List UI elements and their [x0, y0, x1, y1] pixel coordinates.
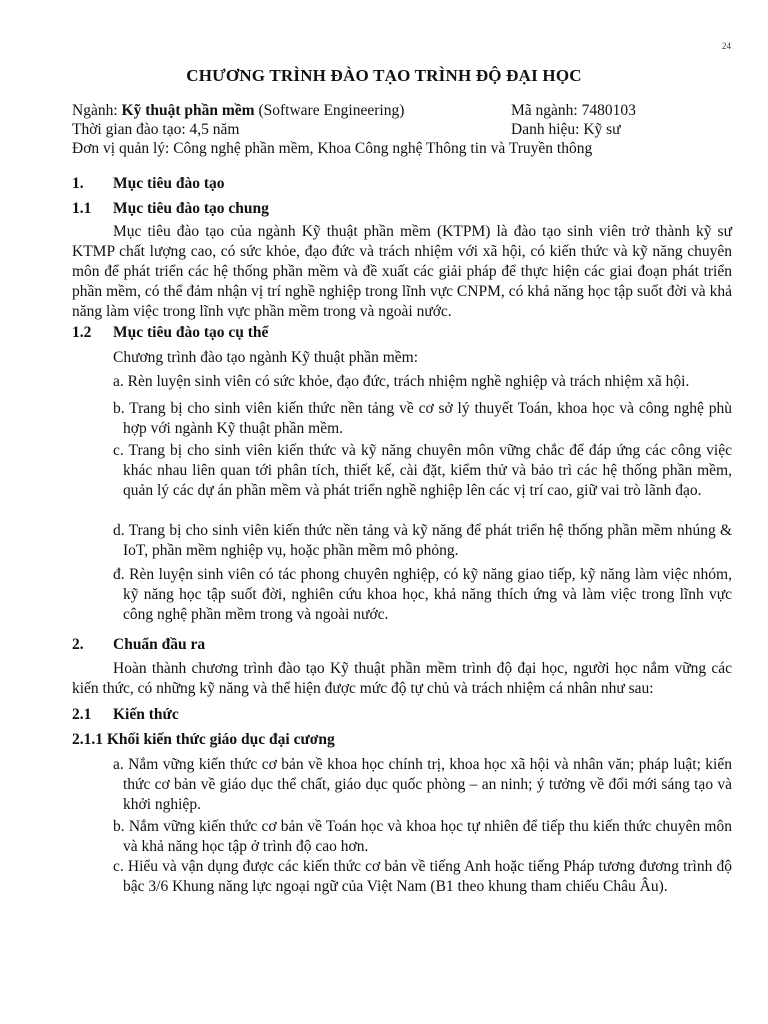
major-code: Mã ngành: 7480103: [511, 102, 636, 119]
document-title: CHƯƠNG TRÌNH ĐÀO TẠO TRÌNH ĐỘ ĐẠI HỌC: [186, 66, 582, 85]
knowledge-item: a. Nắm vững kiến thức cơ bản về khoa học chính trị, khoa học xã hội và nhân văn; pháp luật; kiến thức cơ bản về giáo dục thể chất, giáo dục quốc phòng – an ninh; ý tưởng về đổi mới sáng tạo và khởi nghiệp.: [113, 756, 732, 813]
major-english: (Software Engineering): [254, 102, 405, 119]
major-name: Kỹ thuật phần mềm: [121, 102, 255, 119]
knowledge-item: b. Nắm vững kiến thức cơ bản về Toán học và khoa học tự nhiên để tiếp thu kiến thức chuyên môn và khả năng học tập ở trình độ cao hơn.: [113, 818, 732, 855]
degree-title: Danh hiệu: Kỹ sư: [511, 121, 621, 138]
meta-major-row: [72, 101, 712, 120]
meta-duration-row: [72, 120, 712, 139]
section-1-1-heading: [72, 200, 269, 218]
objective-item: c. Trang bị cho sinh viên kiến thức và kỹ năng chuyên môn vững chắc để đáp ứng các công việc khác nhau liên quan tới phân tích, thiết kế, cài đặt, kiểm thử và bảo trì các hệ thống phần mềm, quản lý các dự án phần mềm và phát triển nghề nghiệp lên các vị trí cao, giữ vai trò lãnh đạo.: [113, 442, 732, 499]
page-number: 24: [722, 41, 731, 51]
section-2-1-1-heading: 2.1.1 Khối kiến thức giáo dục đại cương: [72, 731, 335, 748]
duration: Thời gian đào tạo: 4,5 năm: [72, 121, 240, 138]
objective-item: a. Rèn luyện sinh viên có sức khỏe, đạo đức, trách nhiệm nghề nghiệp và trách nhiệm xã hội.: [113, 373, 690, 390]
section-number: 2.1: [72, 706, 92, 723]
section-title: Mục tiêu đào tạo chung: [113, 200, 269, 217]
section-1-2-intro: Chương trình đào tạo ngành Kỹ thuật phần mềm:: [113, 349, 419, 366]
section-2-heading: [72, 636, 205, 654]
section-1-heading: [72, 175, 225, 193]
knowledge-item: c. Hiểu và vận dụng được các kiến thức cơ bản về tiếng Anh hoặc tiếng Pháp tương đương trình độ bậc 3/6 Khung năng lực ngoại ngữ của Việt Nam (B1 theo khung tham chiếu Châu Âu).: [113, 858, 732, 895]
objective-item: b. Trang bị cho sinh viên kiến thức nền tảng về cơ sở lý thuyết Toán, khoa học và công nghệ phù hợp với ngành Kỹ thuật phần mềm.: [113, 400, 732, 437]
section-2-paragraph: Hoàn thành chương trình đào tạo Kỹ thuật phần mềm trình độ đại học, người học nắm vững các kiến thức, có những kỹ năng và thể hiện được mức độ tự chủ và trách nhiệm cá nhân như sau:: [72, 660, 732, 697]
section-number: 1.2: [72, 324, 92, 341]
section-1-2-heading: [72, 324, 268, 342]
section-title: Mục tiêu đào tạo cụ thể: [113, 324, 269, 341]
section-number: 1.1: [72, 200, 92, 217]
section-number: 1.: [72, 175, 84, 192]
objective-item: đ. Rèn luyện sinh viên có tác phong chuyên nghiệp, có kỹ năng giao tiếp, kỹ năng làm việc nhóm, kỹ năng học tập suốt đời, nghiên cứu khoa học, khả năng thích ứng và làm việc trong lĩnh vực công nghệ phần mềm trong và ngoài nước.: [113, 566, 732, 623]
section-title: Kiến thức: [113, 706, 179, 723]
major-label: Ngành:: [72, 102, 122, 119]
section-title: Mục tiêu đào tạo: [113, 175, 225, 192]
objective-item: d. Trang bị cho sinh viên kiến thức nền tảng và kỹ năng để phát triển hệ thống phần mềm nhúng & IoT, phần mềm nghiệp vụ, hoặc phần mềm mô phỏng.: [113, 522, 732, 559]
section-1-1-paragraph: Mục tiêu đào tạo của ngành Kỹ thuật phần mềm (KTPM) là đào tạo sinh viên trở thành kỹ sư KTMP chất lượng cao, có sức khỏe, đạo đức và trách nhiệm với xã hội, có kiến thức và kỹ năng chuyên môn để phát triển các hệ thống phần mềm và đề xuất các giải pháp để thực hiện các giai đoạn phát triển phần mềm, có thể đảm nhận vị trí nghề nghiệp trong lĩnh vực CNPM, có khả năng học tập suốt đời và khả năng làm việc trong lĩnh vực phần mềm trong và ngoài nước.: [72, 223, 732, 320]
meta-unit-row: [72, 139, 712, 158]
section-number: 2.: [72, 636, 84, 653]
managing-unit: Đơn vị quản lý: Công nghệ phần mềm, Khoa Công nghệ Thông tin và Truyền thông: [72, 140, 593, 157]
section-title: Chuẩn đầu ra: [113, 636, 206, 653]
section-2-1-heading: [72, 706, 179, 724]
